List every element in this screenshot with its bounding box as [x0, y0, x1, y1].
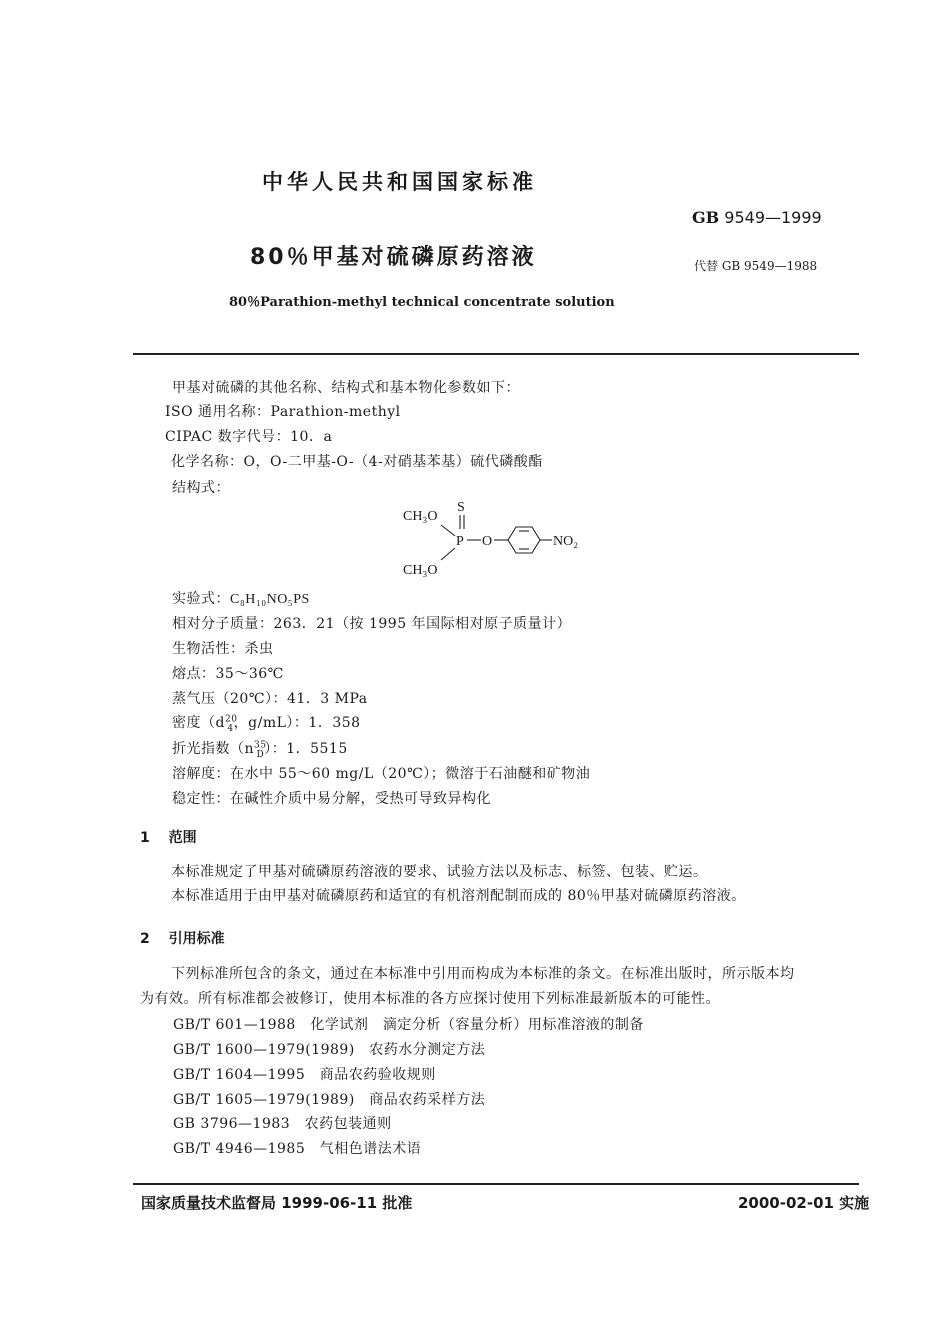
formula-phosphorus: P	[456, 534, 464, 549]
refractive-index: 折光指数$(n^{35}_D)$：1．5515	[172, 740, 348, 760]
section-1-paragraph-1: 本标准规定了甲基对硫磷原药溶液的要求、试验方法以及标志、标签、包装、贮运。	[171, 864, 708, 880]
formula-ch3o-bottom: CH₃O	[403, 563, 438, 578]
section-1-title: 范围	[168, 830, 197, 846]
formula-ch3o-top: CH₃O	[403, 509, 438, 524]
section-2-title: 引用标准	[168, 931, 225, 947]
vapor-pressure: 蒸气压（20℃）：41．3 MPa	[172, 691, 368, 707]
relative-molecular-mass: 相对分子质量：263．21（按 1995 年国际相对原子质量计）	[172, 616, 572, 632]
standard-code-number: 9549—1999	[724, 208, 822, 227]
formula-sulfur: S	[457, 500, 465, 515]
chemical-name: 化学名称：O，O-二甲基-O-（4-对硝基苯基）硫代磷酸酯	[171, 454, 543, 470]
formula-nitro: NO₂	[553, 534, 579, 549]
standard-code	[692, 208, 822, 227]
reference-standard-item: GB/T 1600—1979(1989) 农药水分测定方法	[173, 1042, 486, 1058]
refractive-value: ）：1．5515	[264, 741, 348, 757]
density-label: 密度（d	[172, 715, 225, 731]
replaces-standard: 代替 GB 9549—1988	[694, 259, 818, 273]
refractive-label: 折光指数（n	[172, 741, 255, 757]
empirical-formula	[172, 588, 310, 608]
document-title-en: 80％Parathion-methyl technical concentrate solution	[229, 295, 615, 310]
formula-bond-bottom	[441, 548, 455, 560]
header-divider	[133, 353, 859, 355]
section-2-paragraph-line-1: 下列标准所包含的条文，通过在本标准中引用而构成为本标准的条文。在标准出版时，所示版本均	[171, 966, 795, 982]
section-1-paragraph-2: 本标准适用于由甲基对硫磷原药和适宜的有机溶剂配制而成的 80％甲基对硫磷原药溶液。	[171, 888, 746, 904]
formula-bond-top	[441, 525, 455, 536]
approval-line: 国家质量技术监督局 1999-06-11 批准	[141, 1194, 413, 1212]
biological-activity: 生物活性：杀虫	[172, 641, 274, 657]
structural-formula	[395, 496, 610, 586]
stability: 稳定性：在碱性介质中易分解，受热可导致异构化	[172, 791, 491, 807]
footer-divider	[133, 1183, 859, 1185]
section-2-number: 2	[140, 931, 150, 947]
effective-date: 2000-02-01 实施	[738, 1194, 870, 1212]
solubility: 溶解度：在水中 55～60 mg/L（20℃）；微溶于石油醚和矿物油	[172, 766, 591, 782]
section-2-paragraph-line-2: 为有效。所有标准都会被修订，使用本标准的各方应探讨使用下列标准最新版本的可能性。	[140, 991, 720, 1007]
reference-standard-item: GB 3796—1983 农药包装通则	[173, 1116, 392, 1132]
section-1-number: 1	[140, 830, 150, 846]
cipac-code: CIPAC 数字代号：10．a	[165, 429, 333, 445]
formula-oxygen: O	[482, 534, 493, 549]
empirical-formula-label: 实验式：	[172, 591, 230, 607]
standard-code-prefix: GB	[692, 208, 720, 227]
national-standard-title: 中华人民共和国国家标准	[262, 170, 537, 194]
document-title-cn: 80％甲基对硫磷原药溶液	[250, 245, 537, 270]
structure-label: 结构式：	[172, 480, 230, 496]
density-value: ，g/mL）：1．358	[233, 715, 361, 731]
intro-lead: 甲基对硫磷的其他名称、结构式和基本物化参数如下：	[172, 380, 520, 396]
empirical-formula-value: C₈H₁₀NO₅PS	[230, 592, 310, 607]
reference-standard-item: GB/T 4946—1985 气相色谱法术语	[173, 1141, 422, 1157]
reference-standard-item: GB/T 601—1988 化学试剂 滴定分析（容量分析）用标准溶液的制备	[173, 1017, 644, 1033]
reference-standard-item: GB/T 1604—1995 商品农药验收规则	[173, 1067, 436, 1083]
iso-common-name: ISO 通用名称：Parathion-methyl	[165, 404, 401, 420]
section-2-heading	[140, 928, 225, 948]
section-1-heading	[140, 827, 197, 847]
density: 密度（$d^{20}_4$，g/mL）：1．358	[172, 714, 361, 734]
melting-point: 熔点：35～36℃	[172, 666, 284, 682]
reference-standard-item: GB/T 1605—1979(1989) 商品农药采样方法	[173, 1092, 486, 1108]
